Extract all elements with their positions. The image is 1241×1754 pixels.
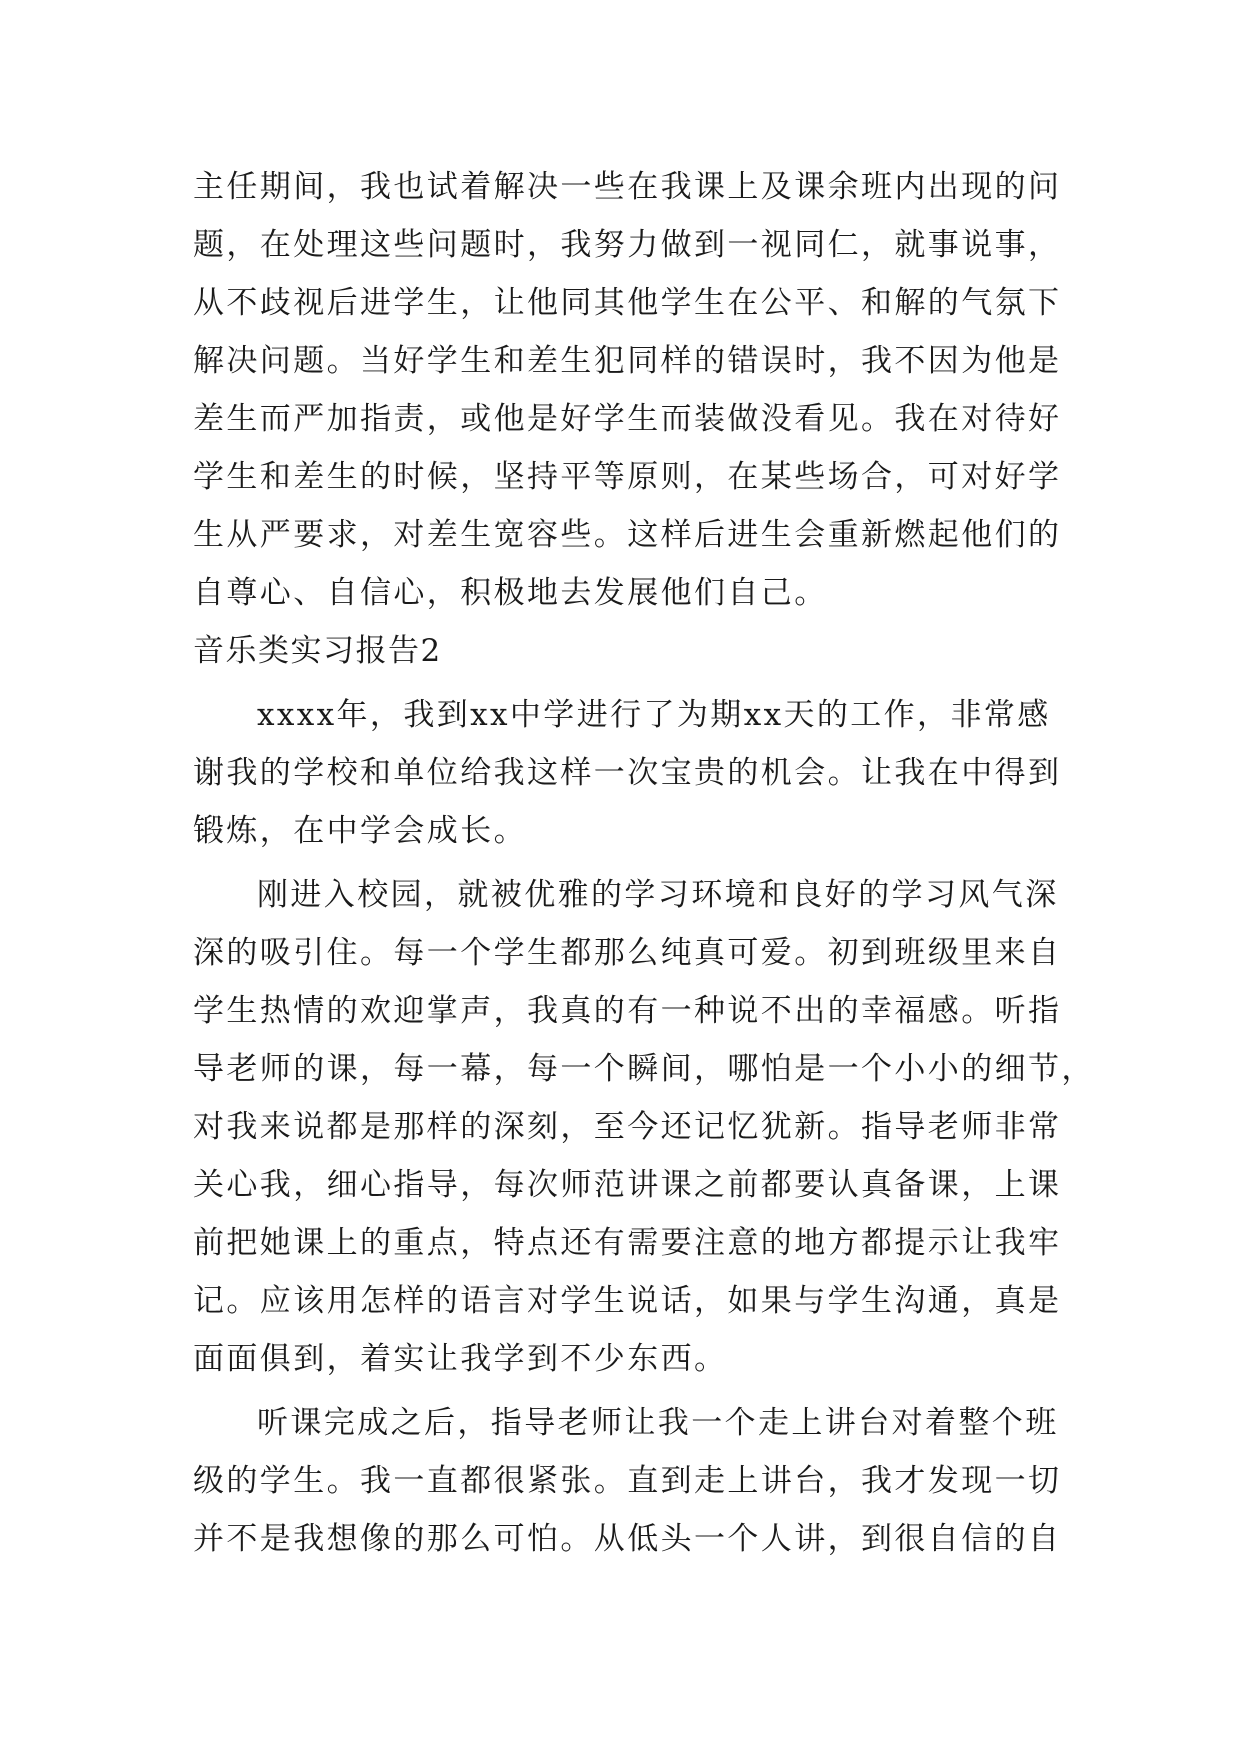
text-line: 从不歧视后进学生，让他同其他学生在公平、和解的气氛下 [193, 285, 1062, 321]
section-heading: 音乐类实习报告2 [193, 633, 442, 669]
document-body [193, 158, 1095, 1568]
paragraph-continued [193, 158, 1062, 622]
paragraph-3 [193, 1394, 1062, 1568]
paragraph-2 [193, 866, 1095, 1388]
text-line: 刚进入校园，就被优雅的学习环境和良好的学习风气深 [257, 877, 1059, 913]
text-line: 学生热情的欢迎掌声，我真的有一种说不出的幸福感。听指 [193, 993, 1062, 1029]
text-line: 主任期间，我也试着解决一些在我课上及课余班内出现的问 [193, 169, 1062, 205]
text-line: 记。应该用怎样的语言对学生说话，如果与学生沟通，真是 [193, 1283, 1062, 1319]
text-line: 面面俱到，着实让我学到不少东西。 [193, 1341, 728, 1377]
text-line: 谢我的学校和单位给我这样一次宝贵的机会。让我在中得到 [193, 755, 1062, 791]
text-line: 差生而严加指责，或他是好学生而装做没看见。我在对待好 [193, 401, 1062, 437]
text-line: xxxx年，我到xx中学进行了为期xx天的工作，非常感 [257, 697, 1051, 733]
text-line: 自尊心、自信心，积极地去发展他们自己。 [193, 575, 828, 611]
text-line: 锻炼，在中学会成长。 [193, 813, 527, 849]
text-line: 解决问题。当好学生和差生犯同样的错误时，我不因为他是 [193, 343, 1062, 379]
text-line: 级的学生。我一直都很紧张。直到走上讲台，我才发现一切 [193, 1463, 1062, 1499]
text-line: 题，在处理这些问题时，我努力做到一视同仁，就事说事， [193, 227, 1062, 263]
text-line: 导老师的课，每一幕，每一个瞬间，哪怕是一个小小的细节， [193, 1051, 1095, 1087]
text-line: 深的吸引住。每一个学生都那么纯真可爱。初到班级里来自 [193, 935, 1062, 971]
text-line: 前把她课上的重点，特点还有需要注意的地方都提示让我牢 [193, 1225, 1062, 1261]
text-line: 生从严要求，对差生宽容些。这样后进生会重新燃起他们的 [193, 517, 1062, 553]
text-line: 对我来说都是那样的深刻，至今还记忆犹新。指导老师非常 [193, 1109, 1062, 1145]
text-line: 关心我，细心指导，每次师范讲课之前都要认真备课，上课 [193, 1167, 1062, 1203]
text-line: 听课完成之后，指导老师让我一个走上讲台对着整个班 [257, 1405, 1059, 1441]
paragraph-1 [193, 686, 1062, 860]
text-line: 学生和差生的时候，坚持平等原则，在某些场合，可对好学 [193, 459, 1062, 495]
text-line: 并不是我想像的那么可怕。从低头一个人讲，到很自信的自 [193, 1521, 1062, 1557]
